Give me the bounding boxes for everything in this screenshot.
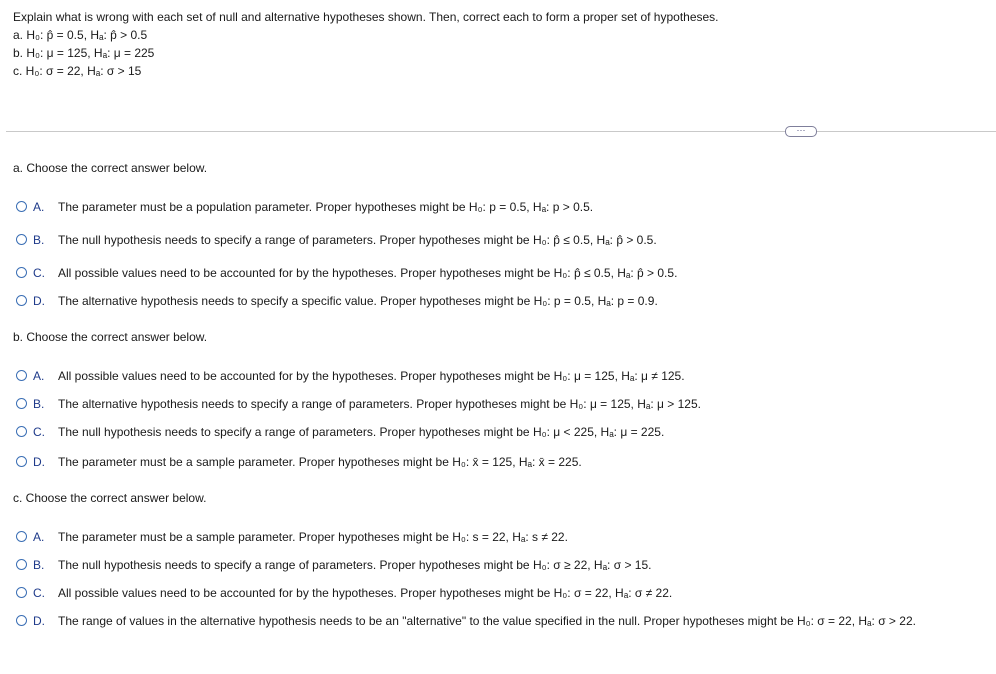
section-divider xyxy=(6,131,996,132)
option-text: The null hypothesis needs to specify a range of parameters. Proper hypotheses might be H₀: p̂ ≤ 0.5, Hₐ: p̂ > 0.5. xyxy=(58,233,657,247)
radio-button[interactable] xyxy=(16,559,27,570)
option-letter: C. xyxy=(33,425,45,439)
option-text: The null hypothesis needs to specify a range of parameters. Proper hypotheses might be H₀: σ ≥ 22, Hₐ: σ > 15. xyxy=(58,558,652,572)
option-letter: D. xyxy=(33,455,45,469)
radio-button[interactable] xyxy=(16,398,27,409)
radio-button[interactable] xyxy=(16,295,27,306)
part-b-title: b. Choose the correct answer below. xyxy=(13,330,208,344)
hypothesis-c: c. H₀: σ = 22, Hₐ: σ > 15 xyxy=(13,64,142,78)
option-letter: B. xyxy=(33,397,45,411)
radio-button[interactable] xyxy=(16,587,27,598)
option-letter: A. xyxy=(33,530,45,544)
hypothesis-a: a. H₀: p̂ = 0.5, Hₐ: p̂ > 0.5 xyxy=(13,28,148,42)
question-stem xyxy=(13,8,719,80)
question-prompt: Explain what is wrong with each set of null and alternative hypotheses shown. Then, correct each to form a proper set of hypotheses. xyxy=(13,10,719,24)
radio-button[interactable] xyxy=(16,370,27,381)
option-letter: C. xyxy=(33,266,45,280)
hypothesis-b: b. H₀: μ = 125, Hₐ: μ = 225 xyxy=(13,46,155,60)
radio-button[interactable] xyxy=(16,615,27,626)
more-options-button[interactable]: ··· xyxy=(785,126,817,137)
option-letter: D. xyxy=(33,614,45,628)
part-a-title: a. Choose the correct answer below. xyxy=(13,161,208,175)
option-text: All possible values need to be accounted for by the hypotheses. Proper hypotheses might be H₀: μ = 125, Hₐ: μ ≠ 125. xyxy=(58,369,685,383)
option-letter: A. xyxy=(33,369,45,383)
radio-button[interactable] xyxy=(16,201,27,212)
option-letter: A. xyxy=(33,200,45,214)
option-text: The null hypothesis needs to specify a range of parameters. Proper hypotheses might be H₀: μ < 225, Hₐ: μ = 225. xyxy=(58,425,665,439)
option-letter: D. xyxy=(33,294,45,308)
option-text: The range of values in the alternative hypothesis needs to be an "alternative" to the value specified in the null. Proper hypotheses might be H₀: σ = 22, Hₐ: σ > 22. xyxy=(58,614,916,628)
option-letter: B. xyxy=(33,558,45,572)
option-text: The alternative hypothesis needs to specify a range of parameters. Proper hypotheses might be H₀: μ = 125, Hₐ: μ > 125. xyxy=(58,397,701,411)
option-letter: C. xyxy=(33,586,45,600)
option-text: The parameter must be a population parameter. Proper hypotheses might be H₀: p = 0.5, Hₐ: p > 0.5. xyxy=(58,200,594,214)
part-c-title: c. Choose the correct answer below. xyxy=(13,491,207,505)
option-text: The parameter must be a sample parameter. Proper hypotheses might be H₀: s = 22, Hₐ: s ≠ 22. xyxy=(58,530,568,544)
radio-button[interactable] xyxy=(16,234,27,245)
radio-button[interactable] xyxy=(16,456,27,467)
option-text: The alternative hypothesis needs to specify a specific value. Proper hypotheses might be H₀: p = 0.5, Hₐ: p = 0.9. xyxy=(58,294,658,308)
option-letter: B. xyxy=(33,233,45,247)
option-text: All possible values need to be accounted for by the hypotheses. Proper hypotheses might be H₀: p̂ ≤ 0.5, Hₐ: p̂ > 0.5. xyxy=(58,266,678,280)
radio-button[interactable] xyxy=(16,426,27,437)
option-text: All possible values need to be accounted for by the hypotheses. Proper hypotheses might be H₀: σ = 22, Hₐ: σ ≠ 22. xyxy=(58,586,673,600)
option-text: The parameter must be a sample parameter. Proper hypotheses might be H₀: x̄ = 125, Hₐ: x̄ = 225. xyxy=(58,455,582,469)
radio-button[interactable] xyxy=(16,531,27,542)
radio-button[interactable] xyxy=(16,267,27,278)
